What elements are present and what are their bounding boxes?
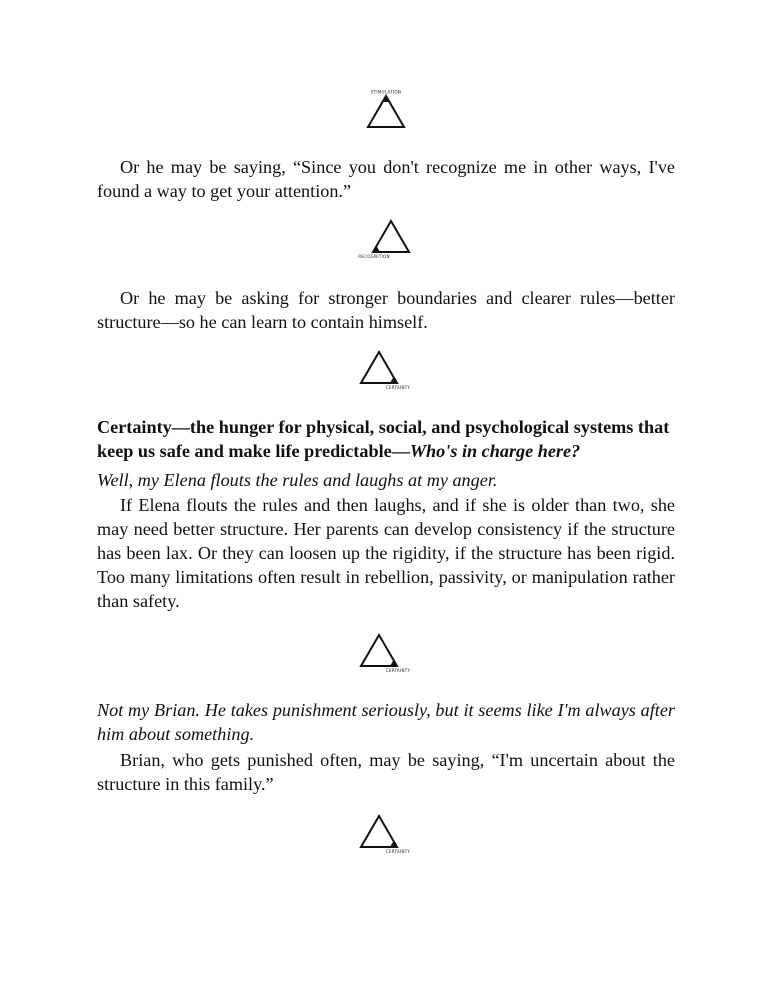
paragraph-structure: Or he may be asking for stronger boundaries and clearer rules—better structure—so he can learn to contain himself.	[97, 288, 675, 332]
paragraph-recognition: Or he may be saying, “Since you don't recognize me in other ways, I've found a way to get your attention.”	[97, 157, 675, 201]
triangle-recognition-icon	[356, 218, 416, 260]
section-heading-certainty	[97, 415, 675, 463]
triangle-certainty-icon	[356, 813, 416, 855]
diagram-label: CERTAINTY	[385, 849, 411, 854]
diagram-label: RECOGNITION	[358, 254, 390, 259]
heading-text: Certainty—the hunger for physical, social, and psychological systems that keep us safe and make life predictable—	[97, 417, 670, 461]
heading-question: Who's in charge here?	[409, 441, 581, 461]
diagram-label: CERTAINTY	[385, 385, 411, 390]
paragraph-elena: If Elena flouts the rules and then laughs, and if she is older than two, she may need better structure. Her parents can develop consistency if the structure has been lax. Or they can loosen up the rigidity, if the structure has been rigid. Too many limitations often result in rebellion, passivity, or manipulation rather than safety.	[97, 495, 675, 611]
triangle-stimulation-icon	[356, 88, 416, 130]
triangle-certainty-icon	[356, 349, 416, 391]
diagram-label: CERTAINTY	[385, 668, 411, 673]
book-page	[97, 0, 675, 1000]
parent-quote-brian: Not my Brian. He takes punishment seriously, but it seems like I'm always after him about something.	[97, 700, 675, 744]
diagram-label: STIMULATION	[370, 89, 402, 95]
parent-quote-elena: Well, my Elena flouts the rules and laughs at my anger.	[97, 470, 498, 490]
paragraph-brian: Brian, who gets punished often, may be saying, “I'm uncertain about the structure in this family.”	[97, 750, 675, 794]
triangle-certainty-icon	[356, 632, 416, 674]
